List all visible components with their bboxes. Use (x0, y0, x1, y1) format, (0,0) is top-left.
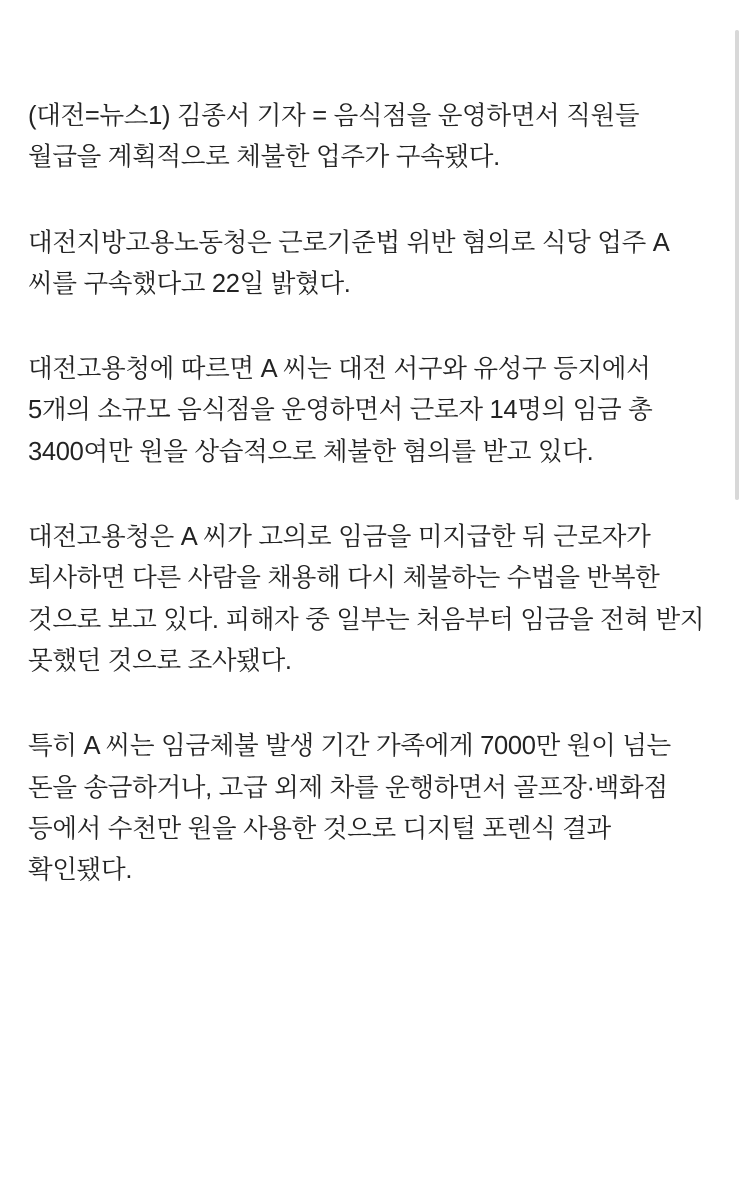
scrollbar-thumb[interactable] (735, 30, 739, 500)
article-paragraph: 대전지방고용노동청은 근로기준법 위반 혐의로 식당 업주 A 씨를 구속했다고 22일 밝혔다. (28, 228, 669, 298)
article-paragraph: 대전고용청에 따르면 A 씨는 대전 서구와 유성구 등지에서 5개의 소규모 음식점을 운영하면서 근로자 14명의 임금 총 3400여만 원을 상습적으로 체불한 혐의를 받고 있다. (28, 355, 653, 466)
article-paragraph: 대전고용청은 A 씨가 고의로 임금을 미지급한 뒤 근로자가 퇴사하면 다른 사람을 채용해 다시 체불하는 수법을 반복한 것으로 보고 있다. 피해자 중 일부는 처음부터 임금을 전혀 받지 못했던 것으로 조사됐다. (28, 523, 705, 675)
scrollbar-track[interactable] (734, 0, 740, 1181)
article-body (28, 96, 712, 891)
article-paragraph: 특히 A 씨는 임금체불 발생 기간 가족에게 7000만 원이 넘는 돈을 송금하거나, 고급 외제 차를 운행하면서 골프장·백화점 등에서 수천만 원을 사용한 것으로 디지털 포렌식 결과 확인됐다. (28, 732, 671, 885)
article-paragraph: (대전=뉴스1) 김종서 기자 = 음식점을 운영하면서 직원들 월급을 계획적으로 체불한 업주가 구속됐다. (28, 102, 640, 172)
